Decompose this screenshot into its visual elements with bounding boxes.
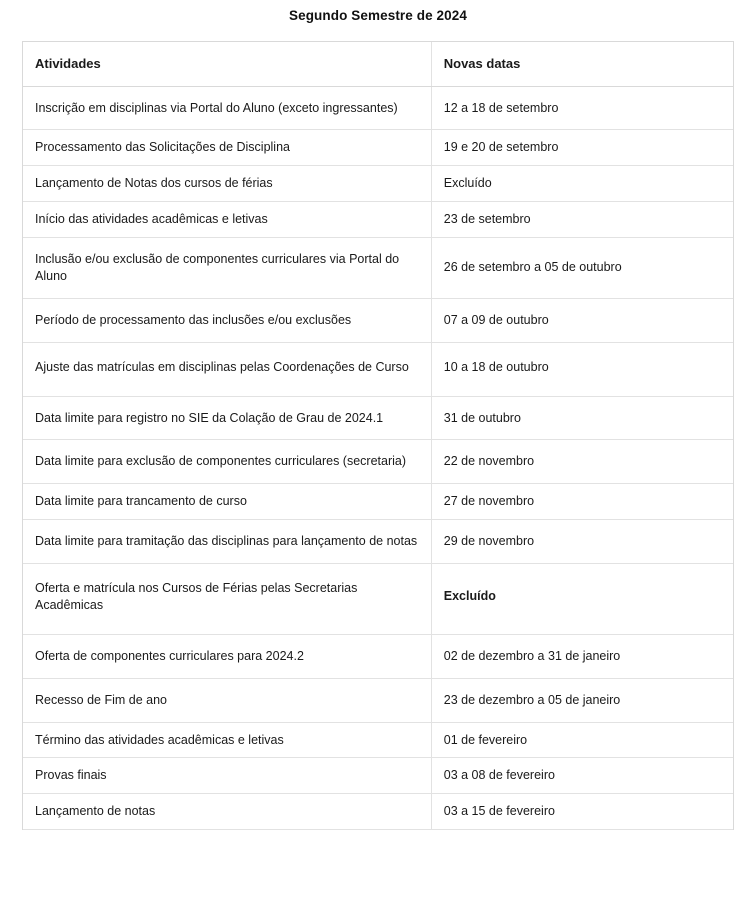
cell-date: Excluído: [431, 166, 733, 202]
cell-date: 10 a 18 de outubro: [431, 342, 733, 396]
table-row: [23, 86, 733, 130]
cell-activity: Lançamento de Notas dos cursos de férias: [23, 166, 431, 202]
cell-date: 01 de fevereiro: [431, 722, 733, 758]
table-row: [23, 520, 733, 564]
table-row: [23, 238, 733, 299]
cell-date: 03 a 08 de fevereiro: [431, 758, 733, 794]
cell-activity: Processamento das Solicitações de Disciplina: [23, 130, 431, 166]
cell-date: 23 de dezembro a 05 de janeiro: [431, 678, 733, 722]
table-row: [23, 130, 733, 166]
cell-activity: Data limite para exclusão de componentes curriculares (secretaria): [23, 440, 431, 484]
cell-activity: Recesso de Fim de ano: [23, 678, 431, 722]
table-row: [23, 166, 733, 202]
cell-date: Excluído: [431, 564, 733, 635]
cell-date: 29 de novembro: [431, 520, 733, 564]
cell-date: 22 de novembro: [431, 440, 733, 484]
table-row: [23, 342, 733, 396]
table-row: [23, 484, 733, 520]
table-row: [23, 440, 733, 484]
table-row: [23, 298, 733, 342]
table-row: [23, 564, 733, 635]
document-page: [0, 8, 756, 922]
cell-activity: Período de processamento das inclusões e/ou exclusões: [23, 298, 431, 342]
column-header-date: Novas datas: [431, 42, 733, 86]
cell-date: 03 a 15 de fevereiro: [431, 794, 733, 830]
table-row: [23, 722, 733, 758]
table-row: [23, 794, 733, 830]
table-body: [23, 86, 733, 830]
cell-activity: Término das atividades acadêmicas e letivas: [23, 722, 431, 758]
cell-activity: Inscrição em disciplinas via Portal do Aluno (exceto ingressantes): [23, 86, 431, 130]
table-row: [23, 396, 733, 440]
cell-activity: Início das atividades acadêmicas e letivas: [23, 202, 431, 238]
cell-activity: Inclusão e/ou exclusão de componentes curriculares via Portal do Aluno: [23, 238, 431, 299]
cell-activity: Oferta de componentes curriculares para 2024.2: [23, 634, 431, 678]
cell-activity: Data limite para tramitação das disciplinas para lançamento de notas: [23, 520, 431, 564]
column-header-activity: Atividades: [23, 42, 431, 86]
cell-activity: Provas finais: [23, 758, 431, 794]
cell-date: 26 de setembro a 05 de outubro: [431, 238, 733, 299]
table-row: [23, 202, 733, 238]
cell-date: 31 de outubro: [431, 396, 733, 440]
cell-activity: Oferta e matrícula nos Cursos de Férias pelas Secretarias Acadêmicas: [23, 564, 431, 635]
cell-date: 07 a 09 de outubro: [431, 298, 733, 342]
table-row: [23, 678, 733, 722]
table-row: [23, 634, 733, 678]
table-header: [23, 42, 733, 86]
cell-activity: Lançamento de notas: [23, 794, 431, 830]
academic-calendar-table-container: [22, 41, 734, 830]
table-row: [23, 758, 733, 794]
page-title: Segundo Semestre de 2024: [289, 8, 467, 23]
academic-calendar-table: [23, 42, 733, 830]
cell-date: 12 a 18 de setembro: [431, 86, 733, 130]
cell-activity: Data limite para trancamento de curso: [23, 484, 431, 520]
cell-date: 19 e 20 de setembro: [431, 130, 733, 166]
cell-activity: Data limite para registro no SIE da Colação de Grau de 2024.1: [23, 396, 431, 440]
cell-date: 27 de novembro: [431, 484, 733, 520]
table-header-row: [23, 42, 733, 86]
cell-date: 23 de setembro: [431, 202, 733, 238]
cell-date: 02 de dezembro a 31 de janeiro: [431, 634, 733, 678]
cell-activity: Ajuste das matrículas em disciplinas pelas Coordenações de Curso: [23, 342, 431, 396]
